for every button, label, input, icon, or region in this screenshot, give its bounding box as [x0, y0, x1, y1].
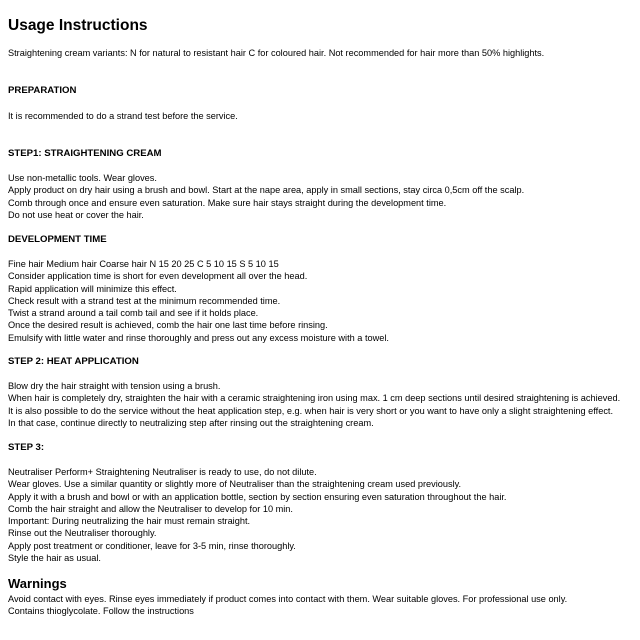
text-line: It is also possible to do the service without the heat application step, e.g. when hair is very short or you want to have only a slight straightening effect.: [8, 405, 614, 416]
text-line: Emulsify with little water and rinse thoroughly and press out any excess moisture with a towel.: [8, 332, 389, 343]
text-line: Style the hair as usual.: [8, 553, 101, 564]
development-text: [8, 258, 634, 344]
text-line: Comb through once and ensure even saturation. Make sure hair stays straight during the development time.: [8, 197, 447, 208]
step3-heading: STEP 3:: [8, 442, 45, 453]
text-line: In that case, continue directly to neutralizing step after rinsing out the straightening cream.: [8, 417, 374, 428]
text-line: Rapid application will minimize this effect.: [8, 283, 177, 294]
development-heading: DEVELOPMENT TIME: [8, 234, 107, 245]
intro-text: [8, 47, 634, 59]
intro-line: Straightening cream variants: N for natural to resistant hair C for coloured hair. Not recommended for hair more than 50% highlights.: [8, 48, 545, 58]
text-line: Apply post treatment or conditioner, leave for 3-5 min, rinse thoroughly.: [8, 540, 296, 551]
warnings-text: Avoid contact with eyes. Rinse eyes immediately if product comes into contact with them. Wear suitable gloves. For professional use only. Contains thioglycolate. Follow the instructions: [8, 594, 568, 617]
preparation-heading: PREPARATION: [8, 85, 77, 96]
preparation-text: [8, 110, 634, 122]
warnings-heading: Warnings: [8, 576, 67, 591]
step1-text: [8, 172, 634, 221]
text-line: Consider application time is short for even development all over the head.: [8, 271, 308, 282]
page-title: Usage Instructions: [8, 17, 148, 34]
text-line: Apply product on dry hair using a brush and bowl. Start at the nape area, apply in small sections, stay circa 0,5cm off the scalp.: [8, 185, 525, 196]
text-line: Once the desired result is achieved, comb the hair one last time before rinsing.: [8, 320, 328, 331]
text-line: Apply it with a brush and bowl or with an application bottle, section by section ensuring even saturation throughout the hair.: [8, 491, 507, 502]
text-line: Twist a strand around a tail comb tail and see if it holds place.: [8, 308, 259, 319]
text-line: Important: During neutralizing the hair must remain straight.: [8, 516, 251, 527]
step2-heading: STEP 2: HEAT APPLICATION: [8, 356, 139, 367]
step3-text: [8, 466, 634, 564]
text-line: Neutraliser Perform+ Straightening Neutraliser is ready to use, do not dilute.: [8, 467, 317, 477]
development-time-table-line: Fine hair Medium hair Coarse hair N 15 20 25 C 5 10 15 S 5 10 15: [8, 259, 279, 269]
text-line: Rinse out the Neutraliser thoroughly.: [8, 528, 157, 539]
text-line: Comb the hair straight and allow the Neutraliser to develop for 10 min.: [8, 503, 293, 514]
text-line: When hair is completely dry, straighten the hair with a ceramic straightening iron using max. 1 cm deep sections until desired straightening is achieved.: [8, 393, 621, 404]
text-line: It is recommended to do a strand test before the service.: [8, 111, 238, 121]
step1-heading: STEP1: STRAIGHTENING CREAM: [8, 148, 162, 159]
text-line: Use non-metallic tools. Wear gloves.: [8, 173, 157, 183]
step2-text: [8, 380, 634, 429]
text-line: Do not use heat or cover the hair.: [8, 209, 144, 220]
text-line: Wear gloves. Use a similar quantity or slightly more of Neutraliser than the straightening cream used previously.: [8, 479, 462, 490]
text-line: Check result with a strand test at the minimum recommended time.: [8, 295, 281, 306]
text-line: Blow dry the hair straight with tension using a brush.: [8, 381, 221, 391]
